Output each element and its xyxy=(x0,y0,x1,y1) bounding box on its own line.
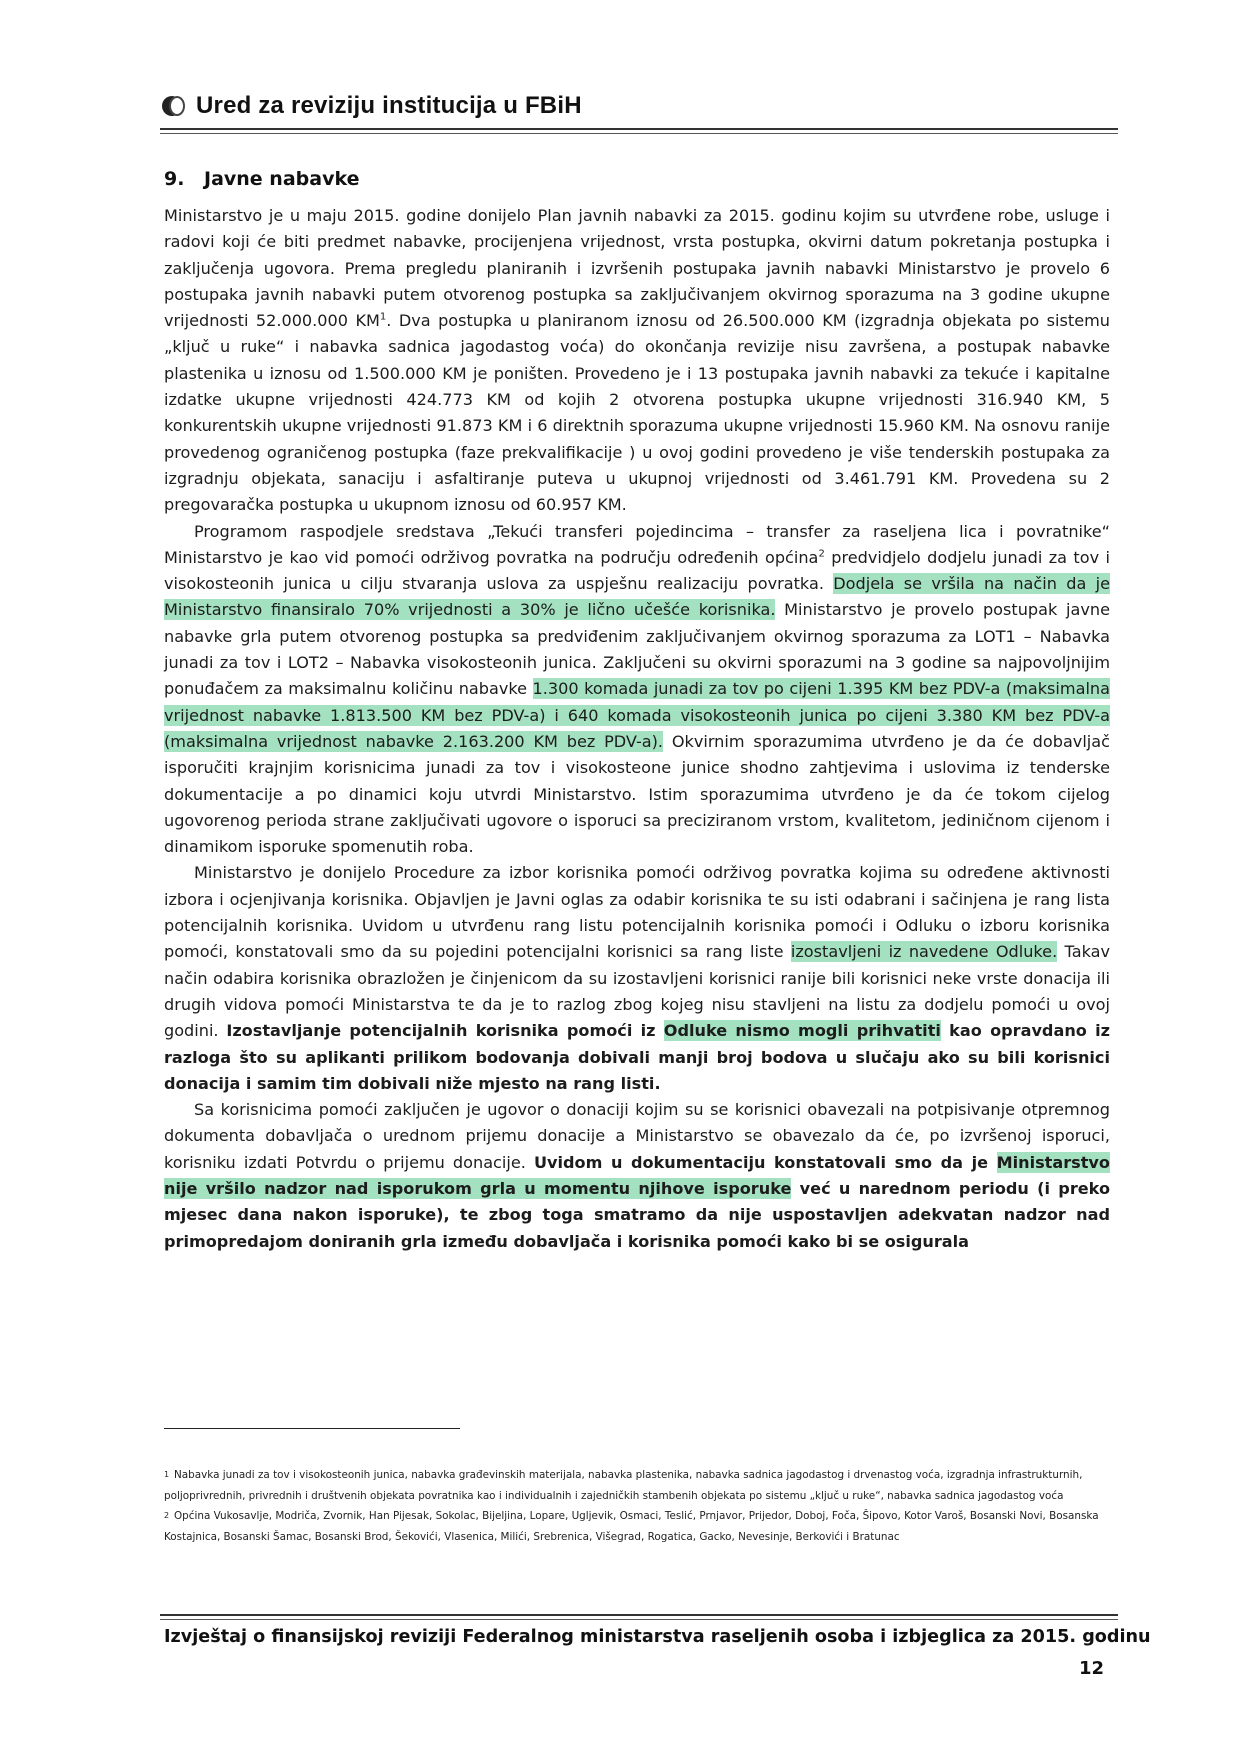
footnote-ref-2[interactable]: 2 xyxy=(818,548,825,560)
page-number: 12 xyxy=(1078,1658,1104,1679)
document-body xyxy=(164,203,1110,1255)
highlighted-text: 1.300 komada junadi za tov po cijeni 1.395 KM bez PDV-a (maksimalna vrijednost nabavke 1.813.500 KM bez PDV-a) i 640 komada visokosteonih junica po cijeni 3.380 KM bez PDV-a (maksimalna vrijednost nabavke 2.163.200 KM bez PDV-a). xyxy=(164,679,1110,751)
header-row xyxy=(160,92,1118,120)
highlighted-text: Dodjela se vršila na način da je Ministarstvo finansiralo 70% vrijednosti a 30% je lično učešće korisnika. xyxy=(164,574,1110,620)
paragraph-2 xyxy=(164,519,1110,861)
highlighted-bold-text: Odluke nismo mogli prihvatiti xyxy=(663,1021,941,1041)
paragraph-text: Ministarstvo je u maju 2015. godine donijelo Plan javnih nabavki za 2015. godinu kojim su utvrđene robe, usluge i radovi koji će biti predmet nabavke, procijenjena vrijednost, vrsta postupka, okvirni datum pokretanja postupka i zaključenja ugovora. Prema pregledu planiranih i izvršenih postupaka javnih nabavki Ministarstvo je provelo 6 postupaka javnih nabavki putem otvorenog postupka sa zaključivanjem okvirnog sporazuma na 3 godine ukupne vrijednosti 52.000.000 KM xyxy=(164,206,1110,331)
organization-name: Ured za reviziju institucija u FBiH xyxy=(196,92,582,119)
paragraph-text: Ministarstvo je donijelo Procedure za izbor korisnika pomoći održivog povratka kojima su određene aktivnosti izbora i ocjenjivanja korisnika. Objavljen je Javni oglas za odabir korisnika te su isti odabrani i sačinjena je rang lista potencijalnih korisnika. Uvidom u utvrđenu rang listu potencijalnih korisnika pomoći i Odluku o izboru korisnika pomoći, konstatovali smo da su pojedini potencijalni korisnici sa rang liste xyxy=(164,863,1110,962)
paragraph-text: Takav način odabira korisnika obrazložen je činjenicom da su izostavljeni korisnici ranije bili korisnici neke vrste donacija ili drugih vidova pomoći Ministarstva te da je to razlog zbog kojeg nisu stavljeni na listu za dodjelu pomoći u ovoj godini. xyxy=(164,942,1110,1041)
page-header xyxy=(160,92,1118,134)
paragraph-text: Sa korisnicima pomoći zaključen je ugovor o donaciji kojim su se korisnici obavezali na potpisivanje otpremnog dokumenta dobavljača o urednom prijemu donacije a Ministarstvo se obavezalo da će, po izvršenoj isporuci, korisniku izdati Potvrdu o prijemu donacije. xyxy=(164,1100,1110,1172)
paragraph-text: Ministarstvo je provelo postupak javne nabavke grla putem otvorenog postupka sa predviđenim zaključivanjem okvirnog sporazuma za LOT1 – Nabavka junadi za tov i LOT2 – Nabavka visokosteonih junica. Zaključeni su okvirni sporazumi na 3 godine sa najpovoljnijim ponuđačem za maksimalnu količinu nabavke xyxy=(164,600,1110,699)
paragraph-text: Okvirnim sporazumima utvrđeno je da će dobavljač isporučiti krajnjim korisnicima junadi za tov i visokosteone junice shodno zahtjevima i uslovima iz tenderske dokumentacije a po dinamici koju utvrdi Ministarstvo. Istim sporazumima utvrđeno je da će tokom cijelog ugovorenog perioda strane zaključivati ugovore o isporuci sa preciziranom vrstom, kvalitetom, jediničnom cijenom i dinamikom isporuke spomenutih roba. xyxy=(164,731,1110,857)
footnote-ref-1[interactable]: 1 xyxy=(379,311,387,323)
footnote-separator xyxy=(164,1428,460,1429)
footnote-mark: 1 xyxy=(164,1470,170,1479)
footnote-text: Nabavka junadi za tov i visokosteonih junica, nabavka građevinskih materijala, nabavka plastenika, nabavka sadnica jagodastog i drvenastog voća, izgradnja infrastrukturnih, poljoprivrednih, privrednih i društvenih objekata povratnika kao i individualnih i zajedničkih stambenih objekata po sistemu „ključ u ruke“, nabavka sadnica jagodastog voća xyxy=(164,1469,1083,1502)
header-divider xyxy=(160,128,1118,134)
footnote-mark: 2 xyxy=(164,1511,170,1520)
bold-text: kao opravdano iz razloga što su aplikanti prilikom bodovanja dobivali manji broj bodova u slučaju ako su bili korisnici donacija i samim tim dobivali niže mjesto na rang listi. xyxy=(164,1021,1110,1093)
footnotes xyxy=(164,1465,1110,1547)
highlighted-bold-text: Ministarstvo nije vršilo nadzor nad isporukom grla u momentu njihove isporuke xyxy=(164,1152,1110,1198)
paragraph-1 xyxy=(164,203,1110,519)
paragraph-text: Programom raspodjele sredstava „Tekući transferi pojedincima – transfer za raseljena lica i povratnike“ Ministarstvo je kao vid pomoći održivog povratka na području određenih općina xyxy=(164,521,1110,567)
bold-text: Izostavljanje potencijalnih korisnika pomoći iz xyxy=(226,1021,664,1041)
footnote-2 xyxy=(164,1506,1110,1547)
logo-icon xyxy=(160,93,186,119)
paragraph-text: . Dva postupka u planiranom iznosu od 26.500.000 KM (izgradnja objekata po sistemu „ključ u ruke“ i nabavka sadnica jagodastog voća) do okončanja revizije nisu završena, a postupak nabavke plastenika u iznosu od 1.500.000 KM je poništen. Provedeno je i 13 postupaka javnih nabavki za tekuće i kapitalne izdatke ukupne vrijednosti 424.773 KM od kojih 2 otvorena postupka ukupne vrijednosti 316.940 KM, 5 konkurentskih ukupne vrijednosti 91.873 KM i 6 direktnih sporazuma ukupne vrijednosti 15.960 KM. Na osnovu ranije provedenog ograničenog postupka (faze prekvalifikacije ) u ovoj godini provedeno je više tenderskih postupaka za izgradnju objekata, sanaciju i asfaltiranje puteva u ukupnoj vrijednosti od 3.461.791 KM. Provedena su 2 pregovaračka postupka u ukupnom iznosu od 60.957 KM. xyxy=(164,311,1111,515)
bold-text: već u narednom periodu (i preko mjesec dana nakon isporuke), te zbog toga smatramo da nije uspostavljen adekvatan nadzor nad primopredajom doniranih grla između dobavljača i korisnika pomoći kako bi se osigurala xyxy=(164,1178,1110,1251)
footnote-text: Općina Vukosavlje, Modriča, Zvornik, Han Pijesak, Sokolac, Bijeljina, Lopare, Ugljevik, Osmaci, Teslić, Prnjavor, Prijedor, Doboj, Foča, Šipovo, Kotor Varoš, Bosanski Novi, Bosanska Kostajnica, Bosanski Šamac, Bosanski Brod, Šekovići, Vlasenica, Milići, Srebrenica, Višegrad, Rogatica, Gacko, Nevesinje, Berkovići i Bratunac xyxy=(164,1510,1099,1543)
bold-text: Uvidom u dokumentaciju konstatovali smo da je xyxy=(533,1152,997,1172)
footer-title: Izvještaj o finansijskoj reviziji Federalnog ministarstva raseljenih osoba i izbjeglica za 2015. godinu xyxy=(164,1627,1151,1647)
paragraph-3 xyxy=(164,860,1110,1097)
paragraph-4 xyxy=(164,1097,1110,1255)
section-number: 9. xyxy=(164,168,185,190)
footnote-1 xyxy=(164,1465,1110,1506)
section-title: Javne nabavke xyxy=(204,168,360,190)
paragraph-text: predvidjelo dodjelu junadi za tov i visokosteonih junica u cilju stvaranja uslova za uspješnu realizaciju povratka. xyxy=(164,547,1110,594)
footer-divider xyxy=(160,1614,1118,1620)
highlighted-text: izostavljeni iz navedene Odluke. xyxy=(790,942,1058,962)
section-heading xyxy=(164,168,359,190)
